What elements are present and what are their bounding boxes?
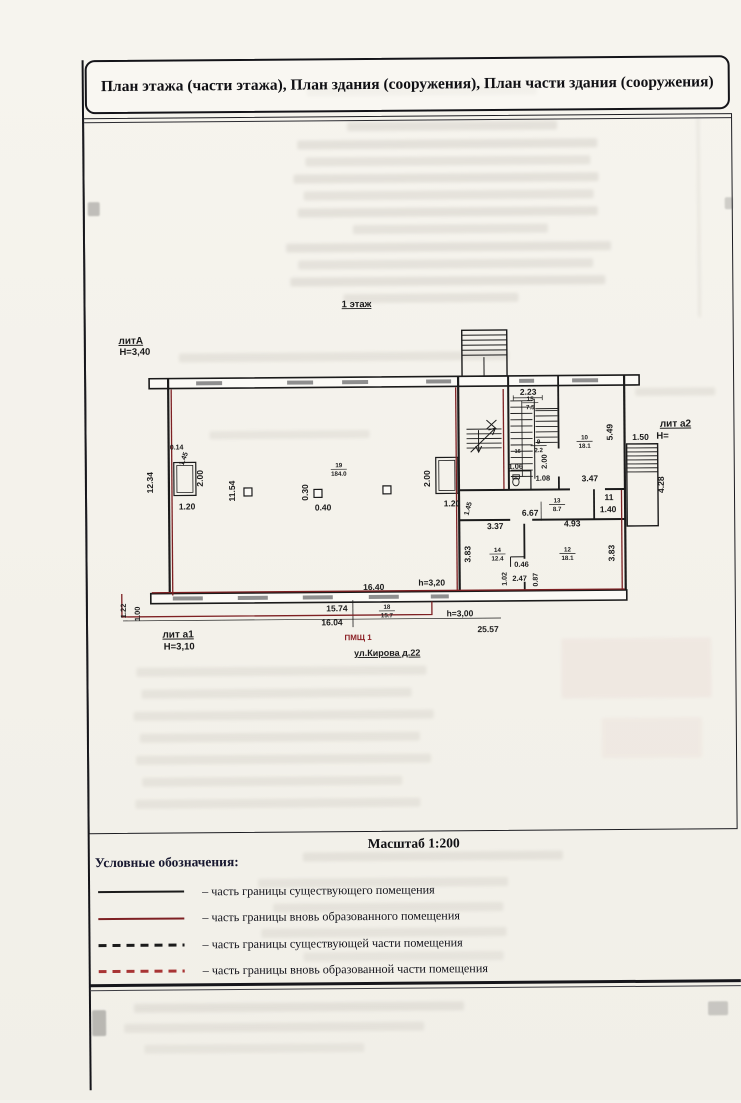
building-lit-a2-height: H=: [656, 431, 669, 442]
room-number: 18: [383, 604, 390, 611]
room-area: 2.2: [534, 447, 543, 454]
legend: [98, 875, 659, 985]
scale-label: Масштаб 1:200: [88, 833, 740, 854]
dimension-label: 1.02: [502, 572, 509, 586]
dimension-label: 1.06: [508, 462, 523, 471]
dimension-label: 2.47: [512, 574, 527, 583]
dimension-label: 0.46: [514, 560, 529, 569]
dimension-label: 4.28: [656, 476, 666, 493]
legend-item-label: – часть границы существующего помещения: [202, 882, 435, 899]
page-title: План этажа (части этажа), План здания (сооружения), План части здания (сооружения): [87, 72, 728, 98]
room-area: 7.5: [526, 404, 535, 411]
room-number-area-label: [577, 434, 593, 450]
dimension-label: 2.00: [422, 470, 432, 487]
legend-item-label: – часть границы вновь образованной части помещения: [203, 961, 488, 978]
building-lit-a1-height: H=3,10: [164, 641, 195, 652]
dimension-label: 3.47: [582, 473, 599, 483]
dimension-label: h=3,00: [447, 608, 474, 618]
room-number: 9: [537, 439, 541, 446]
building-litA-label: литА: [118, 336, 143, 347]
room-number-area-label: [379, 604, 395, 620]
dimension-label: 1.45: [464, 501, 474, 516]
legend-line-sample-dashed: [99, 970, 185, 973]
room-area: 18.1: [579, 443, 592, 450]
dimension-label: 25.57: [477, 624, 499, 634]
dimension-label: 3.83: [606, 545, 616, 562]
room-number: 19: [335, 462, 342, 469]
room-number: 13: [554, 498, 561, 505]
dimension-label: h=3,20: [418, 577, 445, 587]
room-area: 12.4: [491, 555, 504, 562]
dimension-label: 1.00: [133, 606, 142, 621]
room-number-area-label: [559, 546, 575, 562]
dimension-label: 1.40: [600, 504, 617, 514]
dimension-label: 3.83: [462, 546, 472, 563]
room-number-area-label: [489, 547, 505, 563]
room-number: 14: [494, 547, 501, 554]
dimension-label: 2.00: [540, 454, 549, 469]
plan-dimension-labels: [116, 296, 693, 659]
legend-item-label: – часть границы вновь образованного помещения: [202, 909, 460, 926]
legend-item-label: – часть границы существующей части помещения: [202, 935, 462, 952]
room-number-area-label: [331, 462, 347, 478]
dimension-label: 1.20: [179, 501, 196, 511]
room-number-area-label: [531, 439, 547, 455]
dimension-label: 3.37: [487, 521, 504, 531]
dimension-label: 0.40: [315, 502, 332, 512]
dimension-label: 15.74: [326, 603, 348, 613]
premise-label: ПМЩ 1: [344, 633, 372, 642]
dimension-label: 16.40: [363, 582, 385, 592]
dimension-label: 0.87: [533, 573, 540, 587]
building-lit-a2-label: лит а2: [660, 418, 692, 429]
dimension-label: 0.30: [300, 484, 310, 501]
floor-label: 1 этаж: [342, 299, 372, 310]
legend-line-sample-dashed: [99, 943, 185, 946]
dimension-label: 1.20: [444, 498, 461, 508]
building-lit-a1-label: лит а1: [162, 629, 194, 640]
legend-line-sample-solid: [98, 917, 184, 920]
dimension-label: 5.49: [604, 424, 614, 441]
legend-line-sample-solid: [98, 891, 184, 894]
dimension-label: 2.23: [520, 387, 537, 397]
dimension-label: 0.14: [170, 444, 184, 451]
room-area: 8.7: [553, 506, 562, 513]
room-number-area-label: [549, 497, 565, 513]
dimension-label: 2.00: [195, 470, 205, 487]
dimension-label: 6.67: [522, 508, 539, 518]
room-number: 15: [527, 396, 534, 403]
room-area: 15.7: [381, 612, 394, 619]
dimension-label: 11.54: [227, 480, 237, 501]
room-number: 12: [564, 546, 571, 553]
dimension-label: 1.50: [632, 432, 649, 442]
room-area: 184.0: [331, 471, 347, 478]
building-litA-height: H=3,40: [119, 347, 150, 358]
room-number: 10: [581, 434, 588, 441]
room-area: 18.1: [561, 555, 574, 562]
legend-heading: Условные обозначения:: [95, 854, 239, 871]
dimension-label: 16: [515, 449, 521, 455]
dimension-label: 11: [604, 492, 613, 502]
dimension-label: 1.22: [119, 604, 128, 619]
dimension-label: 4.93: [564, 518, 581, 528]
street-address-label: ул.Кирова д.22: [354, 648, 420, 659]
dimension-label: 12.34: [145, 472, 155, 494]
dimension-label: 1.08: [536, 474, 551, 483]
dimension-label: 1.45: [179, 451, 190, 466]
dimension-label: 16.04: [321, 617, 343, 627]
